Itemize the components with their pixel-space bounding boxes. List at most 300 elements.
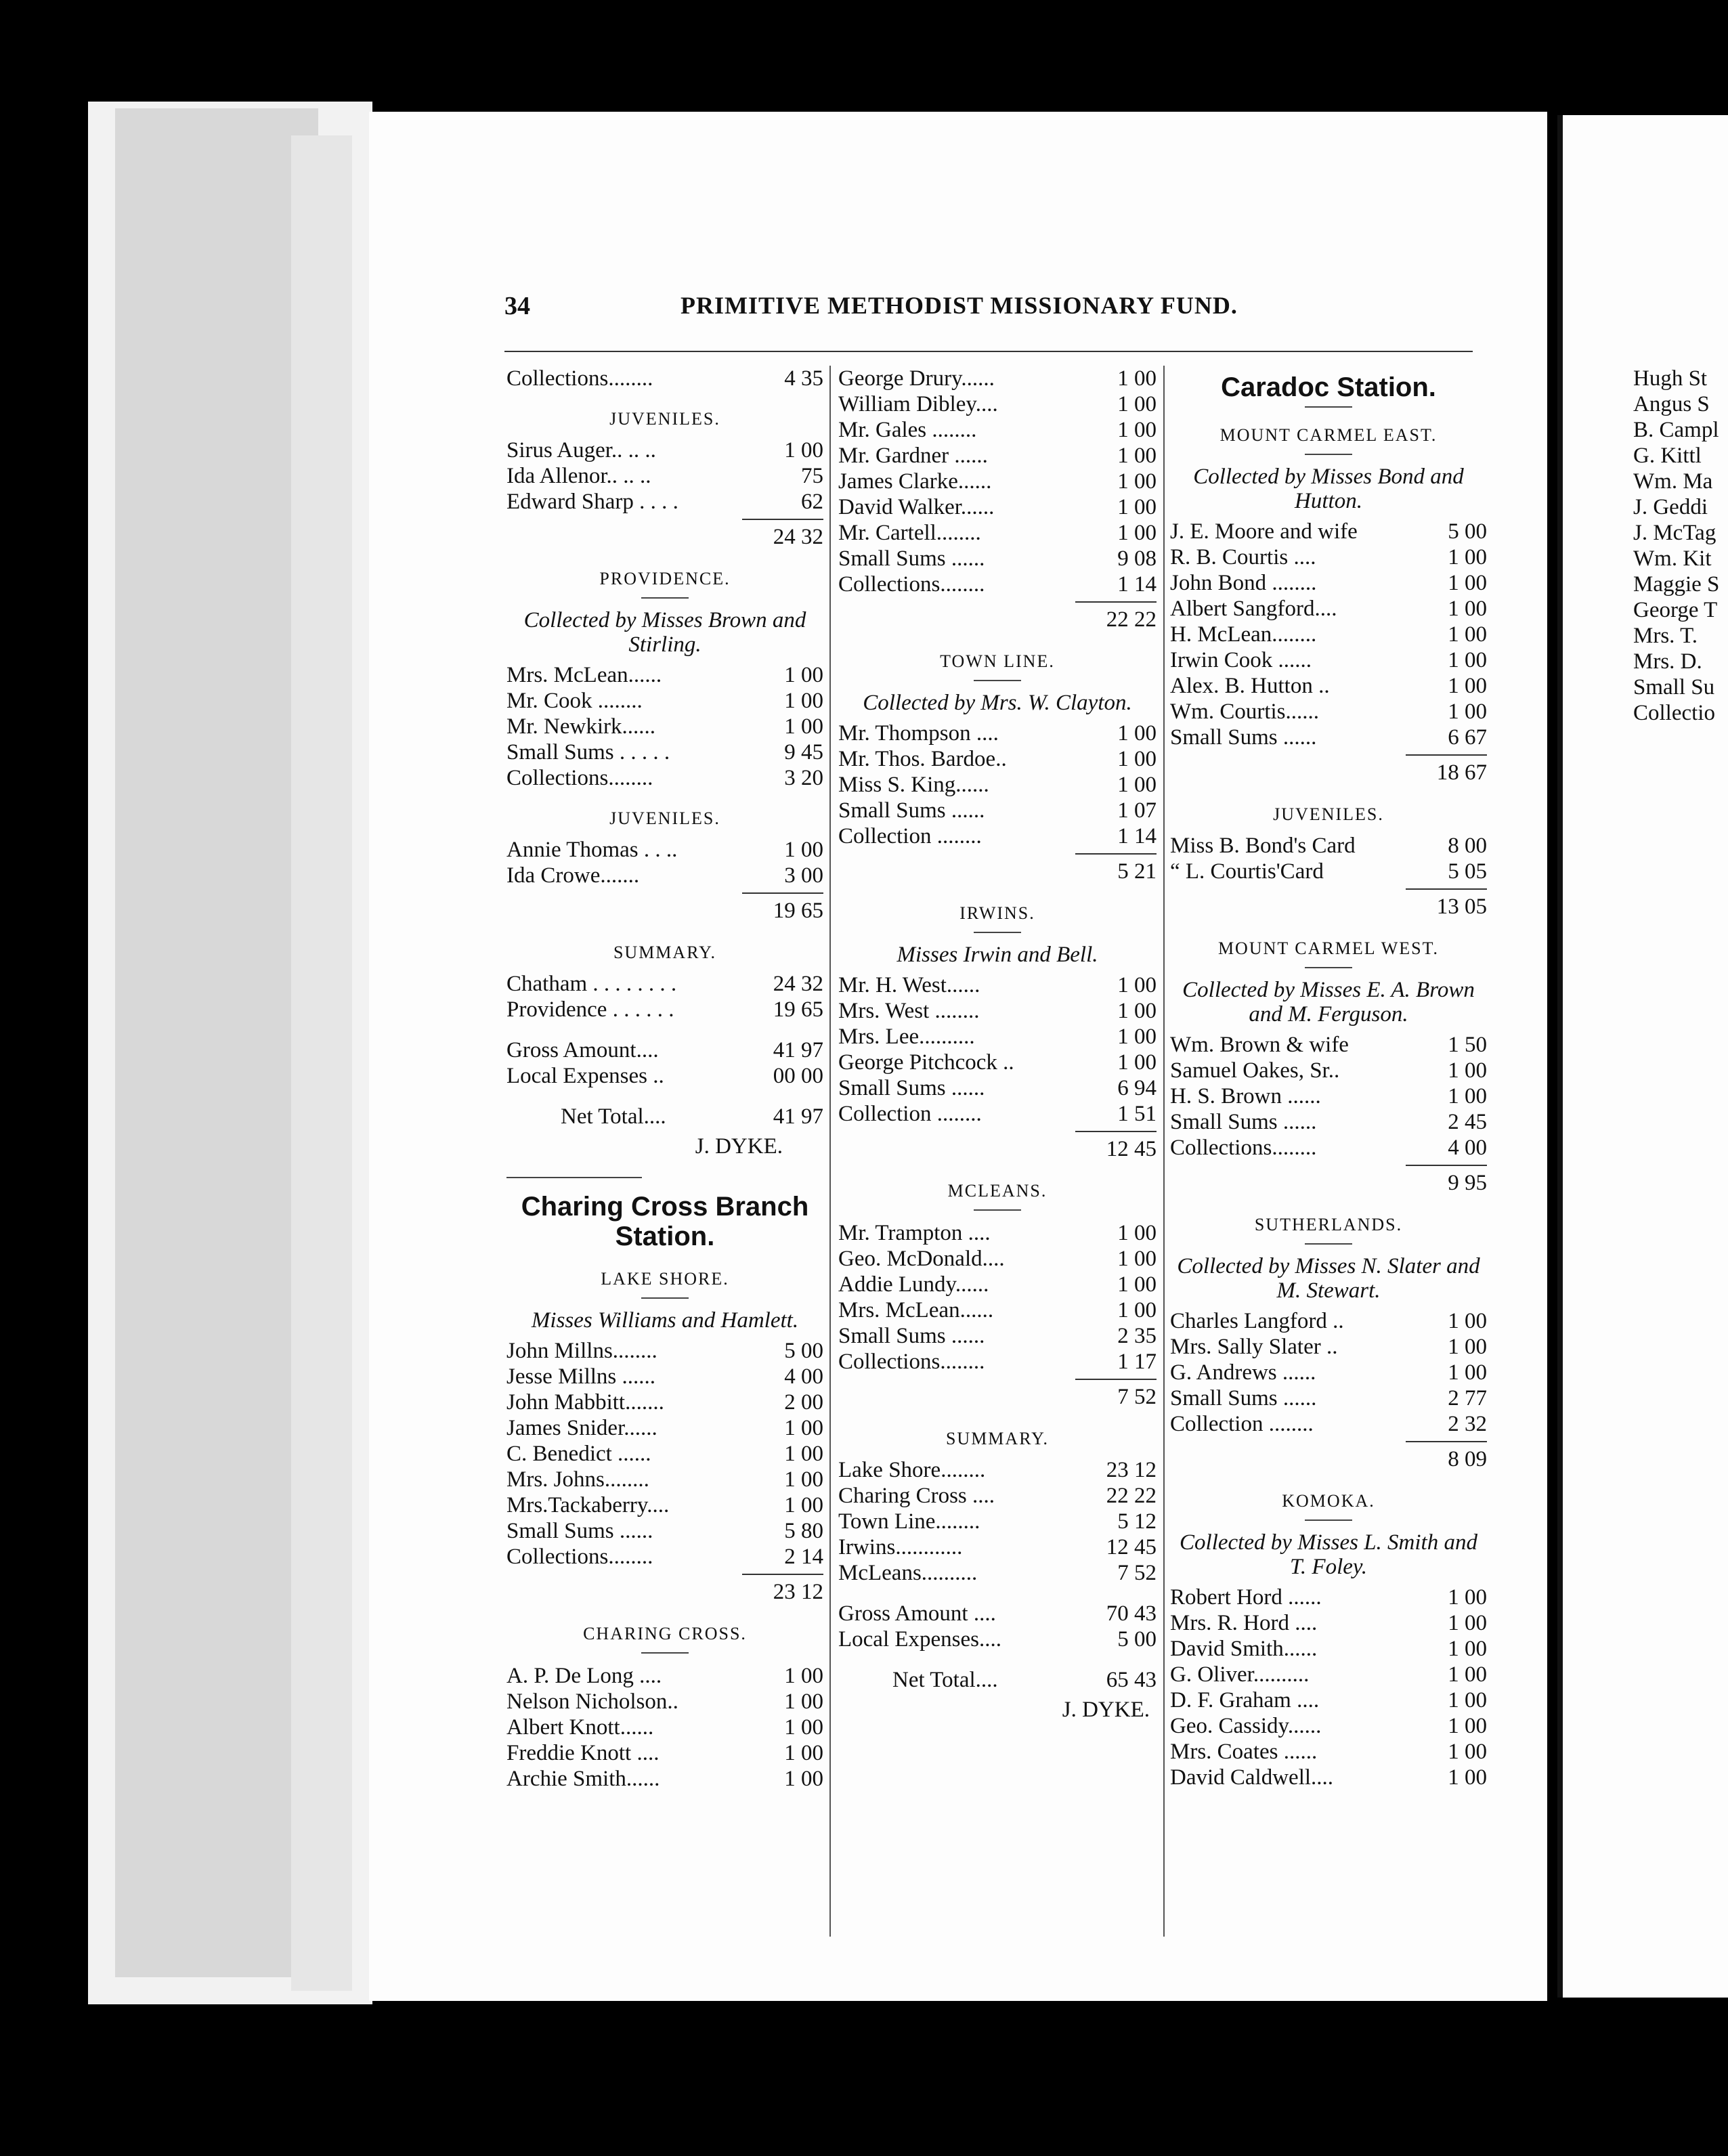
amount: 1 00 [1117,721,1157,746]
section-head: JUVENILES. [609,808,720,828]
amount: 1 00 [1448,1765,1487,1790]
ledger-row [506,1441,823,1467]
ledger-rows [838,1457,1157,1586]
contributor-name: Mrs. McLean...... [838,1298,994,1322]
ledger-row [1170,1765,1487,1790]
section-head: IRWINS. [959,903,1035,923]
page-edges [291,135,352,1991]
section-head: TOWN LINE. [940,651,1055,671]
ledger-rows [506,837,823,888]
ledger-row [506,1467,823,1492]
ledger-row [1170,1360,1487,1385]
column-rule [829,366,831,1937]
amount: 1 00 [784,1715,823,1740]
contributor-name: Mrs. Coates ...... [1170,1740,1318,1764]
contributor-name: Mr. Cartell........ [838,521,981,545]
contributor-name: H. S. Brown ...... [1170,1084,1321,1108]
ledger-row [506,1518,823,1544]
ledger-row [838,366,1157,391]
ledger-row [1170,1662,1487,1687]
gross-amount-row: Gross Amount.... 41 97 [506,1038,823,1062]
amount: 3 20 [784,766,823,790]
contributor-name: D. F. Graham .... [1170,1688,1320,1712]
contributor-name: Freddie Knott .... [506,1741,660,1765]
contributor-name: James Clarke...... [838,469,992,494]
ledger-row [506,489,823,515]
contributor-name: H. McLean........ [1170,622,1317,647]
contributor-name: Ida Allenor.. .. .. [506,464,651,488]
amount: 1 00 [1448,1585,1487,1610]
ledger-row [506,1544,823,1570]
ledger-row [1170,699,1487,725]
ledger-row [1170,1687,1487,1713]
contributor-name: Mr. Trampton .... [838,1221,991,1245]
amount: 1 00 [784,1467,823,1492]
amount: 1 00 [1448,571,1487,595]
contributor-name: Small Sums ...... [838,546,985,571]
right-page-text-fragment: J. McTag [1633,521,1716,545]
amount: 4 00 [1448,1136,1487,1160]
ledger-rows [1170,1032,1487,1161]
contributor-name: Lake Shore........ [838,1458,986,1482]
subtotal: 18 67 [1170,750,1487,787]
ledger-row [1170,1109,1487,1135]
amount: 5 12 [1117,1509,1157,1534]
section-head: JUVENILES. [1273,804,1384,824]
amount: 2 32 [1448,1412,1487,1436]
ledger-row [838,1297,1157,1323]
amount: 1 00 [784,1493,823,1517]
ledger-row [506,1715,823,1740]
contributor-name: John Millns........ [506,1339,657,1363]
contributor-name: Providence . . . . . . [506,997,674,1022]
amount: 62 [801,490,823,514]
amount: 9 45 [784,740,823,764]
contributor-name: Irwin Cook ...... [1170,648,1312,672]
amount: 1 51 [1117,1102,1157,1126]
amount: 1 00 [784,1689,823,1714]
contributor-name: Miss S. King...... [838,773,989,797]
ledger-row [838,798,1157,823]
amount: 1 00 [1448,699,1487,724]
amount: 5 05 [1448,859,1487,884]
ledger-rows [1170,519,1487,750]
amount: 1 00 [1117,418,1157,442]
contributor-name: Nelson Nicholson.. [506,1689,678,1714]
amount: 1 07 [1117,798,1157,823]
ledger-row [1170,1032,1487,1058]
ledger-row [838,746,1157,772]
amount: 1 00 [1448,1084,1487,1108]
amount: 1 14 [1117,824,1157,848]
ledger-row [1170,647,1487,673]
contributor-name: Sirus Auger.. .. .. [506,438,656,462]
amount: 1 50 [1448,1033,1487,1057]
column-2 [838,366,1157,1731]
ledger-row [1170,570,1487,596]
net-total-row: Net Total.... 41 97 [561,1104,823,1129]
contributor-name: G. Oliver.......... [1170,1662,1310,1687]
ledger-row [838,494,1157,520]
contributor-name: Collections........ [506,366,653,391]
contributor-name: Edward Sharp . . . . [506,490,678,514]
contributor-name: James Snider...... [506,1416,657,1440]
contributor-name: Small Sums ...... [838,798,985,823]
contributor-name: Small Sums ...... [838,1324,985,1348]
amount: 19 65 [773,997,823,1022]
right-page-text-fragment: Wm. Ma [1633,469,1713,494]
ledger-rows [1170,1584,1487,1790]
amount: 75 [801,464,823,488]
ledger-row [506,1492,823,1518]
ledger-rows [506,366,823,391]
amount: 3 00 [784,863,823,888]
contributor-name: Geo. Cassidy...... [1170,1714,1322,1738]
ledger-row [838,1075,1157,1101]
book-spine-strip [115,108,318,1977]
ledger-row [506,1740,823,1766]
amount: 1 00 [1117,1272,1157,1297]
amount: 1 00 [1117,495,1157,519]
ledger-rows [506,437,823,515]
amount: 1 00 [1448,1611,1487,1635]
amount: 1 00 [1448,1688,1487,1712]
amount: 1 00 [1448,622,1487,647]
ledger-rows [838,972,1157,1127]
amount: 2 00 [784,1390,823,1415]
ledger-row [838,972,1157,998]
contributor-name: John Bond ........ [1170,571,1317,595]
amount: 1 00 [1448,1637,1487,1661]
contributor-name: Small Sums ...... [506,1519,653,1543]
running-head: PRIMITIVE METHODIST MISSIONARY FUND. [681,292,1238,319]
contributor-name: Small Sums ...... [1170,1110,1317,1134]
ledger-row [838,1101,1157,1127]
contributor-name: Jesse Millns ...... [506,1364,656,1389]
right-page-text-fragment: Mrs. D. [1633,649,1702,674]
contributor-name: Small Sums ...... [1170,725,1317,750]
amount: 2 77 [1448,1386,1487,1410]
right-page-text-fragment: Wm. Kit [1633,546,1712,571]
column-3 [1170,366,1487,1790]
right-page-text-fragment: Maggie S [1633,572,1720,597]
contributor-name: Mrs. Lee.......... [838,1025,975,1049]
ledger-row [1170,859,1487,884]
amount: 1 00 [1117,521,1157,545]
ledger-row [506,1689,823,1715]
right-page-text-fragment: B. Campl [1633,418,1719,442]
contributor-name: Charles Langford .. [1170,1309,1344,1333]
ledger-rows [506,1338,823,1570]
ledger-row [1170,596,1487,622]
collector-line: Collected by Misses L. Smith and T. Foley. [1180,1530,1477,1579]
ledger-row [1170,725,1487,750]
amount: 1 00 [1117,1298,1157,1322]
ledger-row [506,1766,823,1792]
section-head: MOUNT CARMEL EAST. [1219,425,1438,445]
section-head: PROVIDENCE. [599,569,731,588]
contributor-name: Irwins............ [838,1535,963,1559]
ledger-row [1170,1058,1487,1083]
ledger-row [1170,1385,1487,1411]
amount: 1 00 [784,1767,823,1791]
contributor-name: George Pitchcock .. [838,1050,1014,1075]
ledger-row [838,1246,1157,1272]
amount: 1 14 [1117,572,1157,597]
subtotal: 19 65 [506,888,823,925]
ledger-row [506,1389,823,1415]
ledger-row [1170,1636,1487,1662]
collector-line: Collected by Mrs. W. Clayton. [863,691,1132,715]
contributor-name: McLeans.......... [838,1561,978,1585]
amount: 12 45 [1106,1535,1157,1559]
amount: 1 00 [1448,674,1487,698]
ledger-row [506,662,823,688]
section-head: KOMOKA. [1282,1491,1375,1511]
ledger-row [838,1220,1157,1246]
ledger-row [506,971,823,997]
ledger-row [1170,519,1487,544]
contributor-name: Wm. Brown & wife [1170,1033,1349,1057]
right-page-text-fragment: Small Su [1633,675,1715,699]
subtotal: 9 95 [1170,1161,1487,1197]
contributor-name: J. E. Moore and wife [1170,519,1358,544]
amount: 1 00 [1117,1247,1157,1271]
subtotal: 22 22 [838,597,1157,634]
contributor-name: Mrs. Johns........ [506,1467,649,1492]
contributor-name: Small Sums . . . . . [506,740,670,764]
ledger-row [506,837,823,863]
contributor-name: R. B. Courtis .... [1170,545,1316,569]
section-head: SUMMARY. [945,1429,1050,1448]
right-page-text-fragment: J. Geddi [1633,495,1708,519]
collector-line: Collected by Misses N. Slater and M. Stewart. [1177,1254,1480,1303]
amount: 9 08 [1117,546,1157,571]
ledger-row [506,1415,823,1441]
ledger-row [838,546,1157,572]
collector-line: Collected by Misses E. A. Brown and M. Ferguson. [1182,978,1475,1027]
amount: 1 00 [1117,366,1157,391]
ledger-row [1170,1308,1487,1334]
amount: 1 00 [784,663,823,687]
contributor-name: Ida Crowe....... [506,863,640,888]
local-expenses-row: Local Expenses .. 00 00 [506,1064,823,1088]
station-title: Caradoc Station. [1221,372,1436,402]
ledger-row [838,772,1157,798]
amount: 1 00 [1117,392,1157,416]
amount: 1 00 [784,1741,823,1765]
ledger-row [1170,622,1487,647]
contributor-name: Collections........ [1170,1136,1317,1160]
contributor-name: Mr. Thos. Bardoe.. [838,747,1007,771]
contributor-name: Town Line........ [838,1509,980,1534]
amount: 1 00 [1448,1714,1487,1738]
contributor-name: Archie Smith...... [506,1767,660,1791]
ledger-rows [1170,833,1487,884]
amount: 2 35 [1117,1324,1157,1348]
contributor-name: Collection ........ [838,824,982,848]
ledger-row [838,1323,1157,1349]
amount: 1 00 [1117,1221,1157,1245]
ledger-row [506,863,823,888]
ledger-rows [838,366,1157,597]
ledger-row [1170,1083,1487,1109]
subtotal: 5 21 [838,849,1157,886]
contributor-name: Mrs. R. Hord .... [1170,1611,1318,1635]
contributor-name: Mr. Cook ........ [506,689,643,713]
section-head: LAKE SHORE. [601,1269,729,1289]
collector-line: Collected by Misses Bond and Hutton. [1193,465,1464,513]
contributor-name: Albert Sangford.... [1170,597,1337,621]
ledger-row [838,1024,1157,1050]
amount: 5 80 [784,1519,823,1543]
ledger-rows [838,1220,1157,1375]
amount: 1 00 [784,1664,823,1688]
ledger-row [838,572,1157,597]
contributor-name: Collections........ [838,572,985,597]
ledger-row [838,1457,1157,1483]
ledger-row [506,437,823,463]
ledger-rows [1170,1308,1487,1437]
ledger-row [1170,673,1487,699]
contributor-name: Collections........ [506,1545,653,1569]
contributor-name: John Mabbitt....... [506,1390,664,1415]
ledger-row [1170,1739,1487,1765]
ledger-row [838,391,1157,417]
contributor-name: Small Sums ...... [838,1076,985,1100]
right-page-text-fragment: Mrs. T. [1633,624,1698,648]
ledger-row [506,366,823,391]
contributor-name: Wm. Courtis...... [1170,699,1319,724]
contributor-name: Mr. Gardner ...... [838,444,988,468]
contributor-name: Alex. B. Hutton .. [1170,674,1330,698]
contributor-name: Mr. Thompson .... [838,721,999,746]
amount: 1 00 [1448,1360,1487,1385]
contributor-name: “ L. Courtis'Card [1170,859,1324,884]
section-head: MCLEANS. [947,1181,1047,1201]
amount: 5 00 [1448,519,1487,544]
amount: 2 14 [784,1545,823,1569]
contributor-name: Charing Cross .... [838,1484,995,1508]
amount: 7 52 [1117,1561,1157,1585]
amount: 1 00 [1117,999,1157,1023]
page-number: 34 [504,292,530,320]
ledger-row [506,1364,823,1389]
ledger-row [838,520,1157,546]
amount: 24 32 [773,972,823,996]
amount: 6 94 [1117,1076,1157,1100]
amount: 1 00 [1448,1740,1487,1764]
ledger-row [838,998,1157,1024]
page-header [504,291,1364,332]
ledger-row [1170,833,1487,859]
contributor-name: Mrs. McLean...... [506,663,662,687]
section-head: MOUNT CARMEL WEST. [1217,939,1440,958]
collector-line: Misses Williams and Hamlett. [531,1308,799,1333]
contributor-name: Geo. McDonald.... [838,1247,1005,1271]
station-title: Charing Cross Branch Station. [521,1192,809,1251]
ledger-row [506,714,823,739]
amount: 4 35 [784,366,823,391]
amount: 1 00 [784,1416,823,1440]
right-page-text-fragment: George T [1633,598,1718,622]
ledger-row [838,1272,1157,1297]
contributor-name: Robert Hord ...... [1170,1585,1322,1610]
ledger-row [838,1483,1157,1509]
amount: 1 00 [1448,597,1487,621]
contributor-name: Collections........ [506,766,653,790]
ledger-rows [506,971,823,1022]
amount: 6 67 [1448,725,1487,750]
ledger-row [838,417,1157,443]
contributor-name: Samuel Oakes, Sr.. [1170,1058,1340,1083]
ledger-row [1170,1584,1487,1610]
amount: 23 12 [1106,1458,1157,1482]
subtotal: 24 32 [506,515,823,551]
amount: 1 00 [1448,545,1487,569]
ledger-row [506,739,823,765]
subtotal: 7 52 [838,1375,1157,1411]
amount: 1 00 [1448,1335,1487,1359]
ledger-row [1170,544,1487,570]
right-page-text-fragment: Collectio [1633,701,1715,725]
amount: 1 00 [784,1442,823,1466]
column-rule [1163,366,1165,1937]
amount: 1 00 [1117,747,1157,771]
contributor-name: Mrs. Sally Slater .. [1170,1335,1338,1359]
amount: 5 00 [784,1339,823,1363]
contributor-name: G. Andrews ...... [1170,1360,1316,1385]
amount: 1 00 [784,714,823,739]
section-head: JUVENILES. [609,409,720,429]
contributor-name: Collection ........ [1170,1412,1314,1436]
amount: 1 00 [784,838,823,862]
ledger-row [838,443,1157,469]
subtotal: 13 05 [1170,884,1487,921]
column-1 [506,366,823,1792]
subtotal: 23 12 [506,1570,823,1606]
collector-line: Collected by Misses Brown and Stirling. [523,608,806,657]
ledger-row [506,1338,823,1364]
ledger-row [838,1534,1157,1560]
ledger-row [838,1560,1157,1586]
local-expenses-row: Local Expenses.... 5 00 [838,1627,1157,1652]
signature: J. DYKE. [695,1134,783,1159]
subtotal: 8 09 [1170,1437,1487,1473]
contributor-name: Mrs. West ........ [838,999,980,1023]
right-page-text-fragment: G. Kittl [1633,444,1702,468]
ledger-row [838,1349,1157,1375]
contributor-name: David Walker...... [838,495,995,519]
amount: 1 00 [1117,973,1157,997]
ledger-row [506,765,823,791]
amount: 1 00 [1448,648,1487,672]
contributor-name: Collections........ [838,1350,985,1374]
ledger-rows [838,720,1157,849]
ledger-row [838,1509,1157,1534]
contributor-name: David Smith...... [1170,1637,1318,1661]
amount: 1 00 [1448,1662,1487,1687]
amount: 22 22 [1106,1484,1157,1508]
ledger-row [506,1663,823,1689]
ledger-row [1170,1334,1487,1360]
contributor-name: David Caldwell.... [1170,1765,1334,1790]
amount: 1 00 [1117,469,1157,494]
section-head: SUTHERLANDS. [1254,1215,1403,1234]
gross-amount-row: Gross Amount .... 70 43 [838,1601,1157,1626]
ledger-row [838,823,1157,849]
ledger-row [506,997,823,1022]
